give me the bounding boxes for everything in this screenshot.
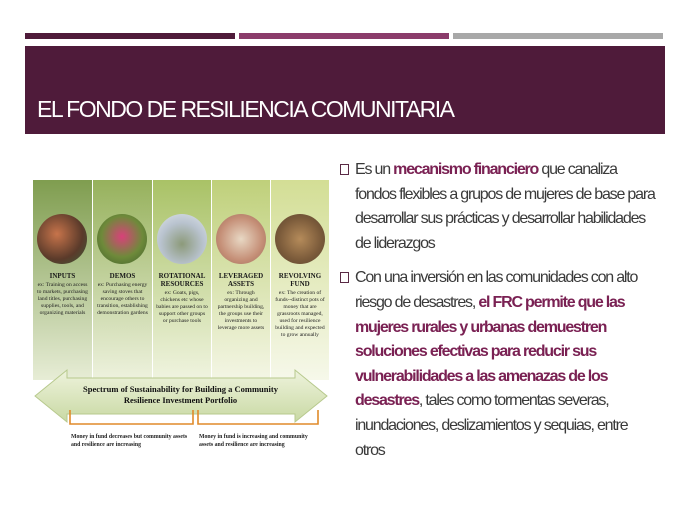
demos-photo xyxy=(97,214,147,264)
column-desc: ex: Through organizing and partnership building, the groups use their investments to leverage more assets xyxy=(217,290,265,331)
bullet-highlight: el FRC permite que las mujeres rurales y urbanas demuestren soluciones efectivas para reducir sus vulnerabilidades a las amenazas de los desastres xyxy=(355,293,625,410)
column-title: REVOLVING FUND xyxy=(278,272,322,288)
column-leveraged-assets xyxy=(212,180,270,370)
note-decreasing: Money in fund decreases but community assets and resilience are increasing xyxy=(71,434,188,448)
top-accent-bar-1 xyxy=(25,33,235,39)
column-rotational-resources xyxy=(153,180,211,370)
column-title: INPUTS xyxy=(49,272,76,280)
bullet-item-2 xyxy=(340,266,660,463)
column-revolving-fund xyxy=(271,180,329,370)
bullet-text: , tales como tormentas severas, inundaciones, deslizamientos y sequias, entre otros xyxy=(355,392,628,459)
top-accent-bar-2 xyxy=(239,33,449,39)
column-demos xyxy=(93,180,152,370)
note-increasing: Money in fund is increasing and community assets and resilience are increasing xyxy=(199,434,308,448)
column-title: LEVERAGED ASSETS xyxy=(218,272,264,288)
column-desc: ex: Goats, pigs, chickens etc whose babies are passed on to support other groups or purchase tools xyxy=(156,290,208,324)
title-band xyxy=(25,46,665,134)
bullet-highlight: mecanismo financiero xyxy=(393,161,539,178)
rotational-resources-photo xyxy=(157,214,207,264)
bullet-text: que canaliza fondos flexibles a grupos de mujeres de base para desarrollar sus prácticas y desarrollar habilidades de liderazgos xyxy=(355,161,655,252)
bullet-text: Con una inversión en las comunidades con alto riesgo de desastres, xyxy=(355,269,638,311)
top-accent-bar-3 xyxy=(453,33,663,39)
column-desc: ex: The creation of funds--distinct pots of money that are grassroots managed, used for resilience building and expected to grow annually xyxy=(275,290,325,338)
column-desc: ex: Training on access to markets, purchasing land titles, purchasing supplies, tools, and organizing materials xyxy=(37,282,88,316)
bullet-square-icon xyxy=(340,272,349,283)
revolving-fund-photo xyxy=(275,214,325,264)
sustainability-banner: Spectrum of Sustainability for Building a Community Resilience Investment Portfolio xyxy=(83,384,278,405)
bullet-list xyxy=(340,158,660,473)
bullet-square-icon xyxy=(340,164,349,175)
column-desc: ex: Purchasing energy saving stoves that encourage others to transition, establishing demonstration gardens xyxy=(97,282,148,316)
slide-title: EL FONDO DE RESILIENCIA COMUNITARIA xyxy=(37,96,454,122)
column-inputs xyxy=(33,180,92,370)
sustainability-diagram xyxy=(33,178,329,455)
column-title: ROTATIONAL RESOURCES xyxy=(158,272,206,288)
column-title: DEMOS xyxy=(109,272,136,280)
bullet-text: Es un xyxy=(355,161,394,178)
inputs-photo xyxy=(37,214,87,264)
bullet-item-1 xyxy=(340,158,660,256)
leveraged-assets-photo xyxy=(216,214,266,264)
